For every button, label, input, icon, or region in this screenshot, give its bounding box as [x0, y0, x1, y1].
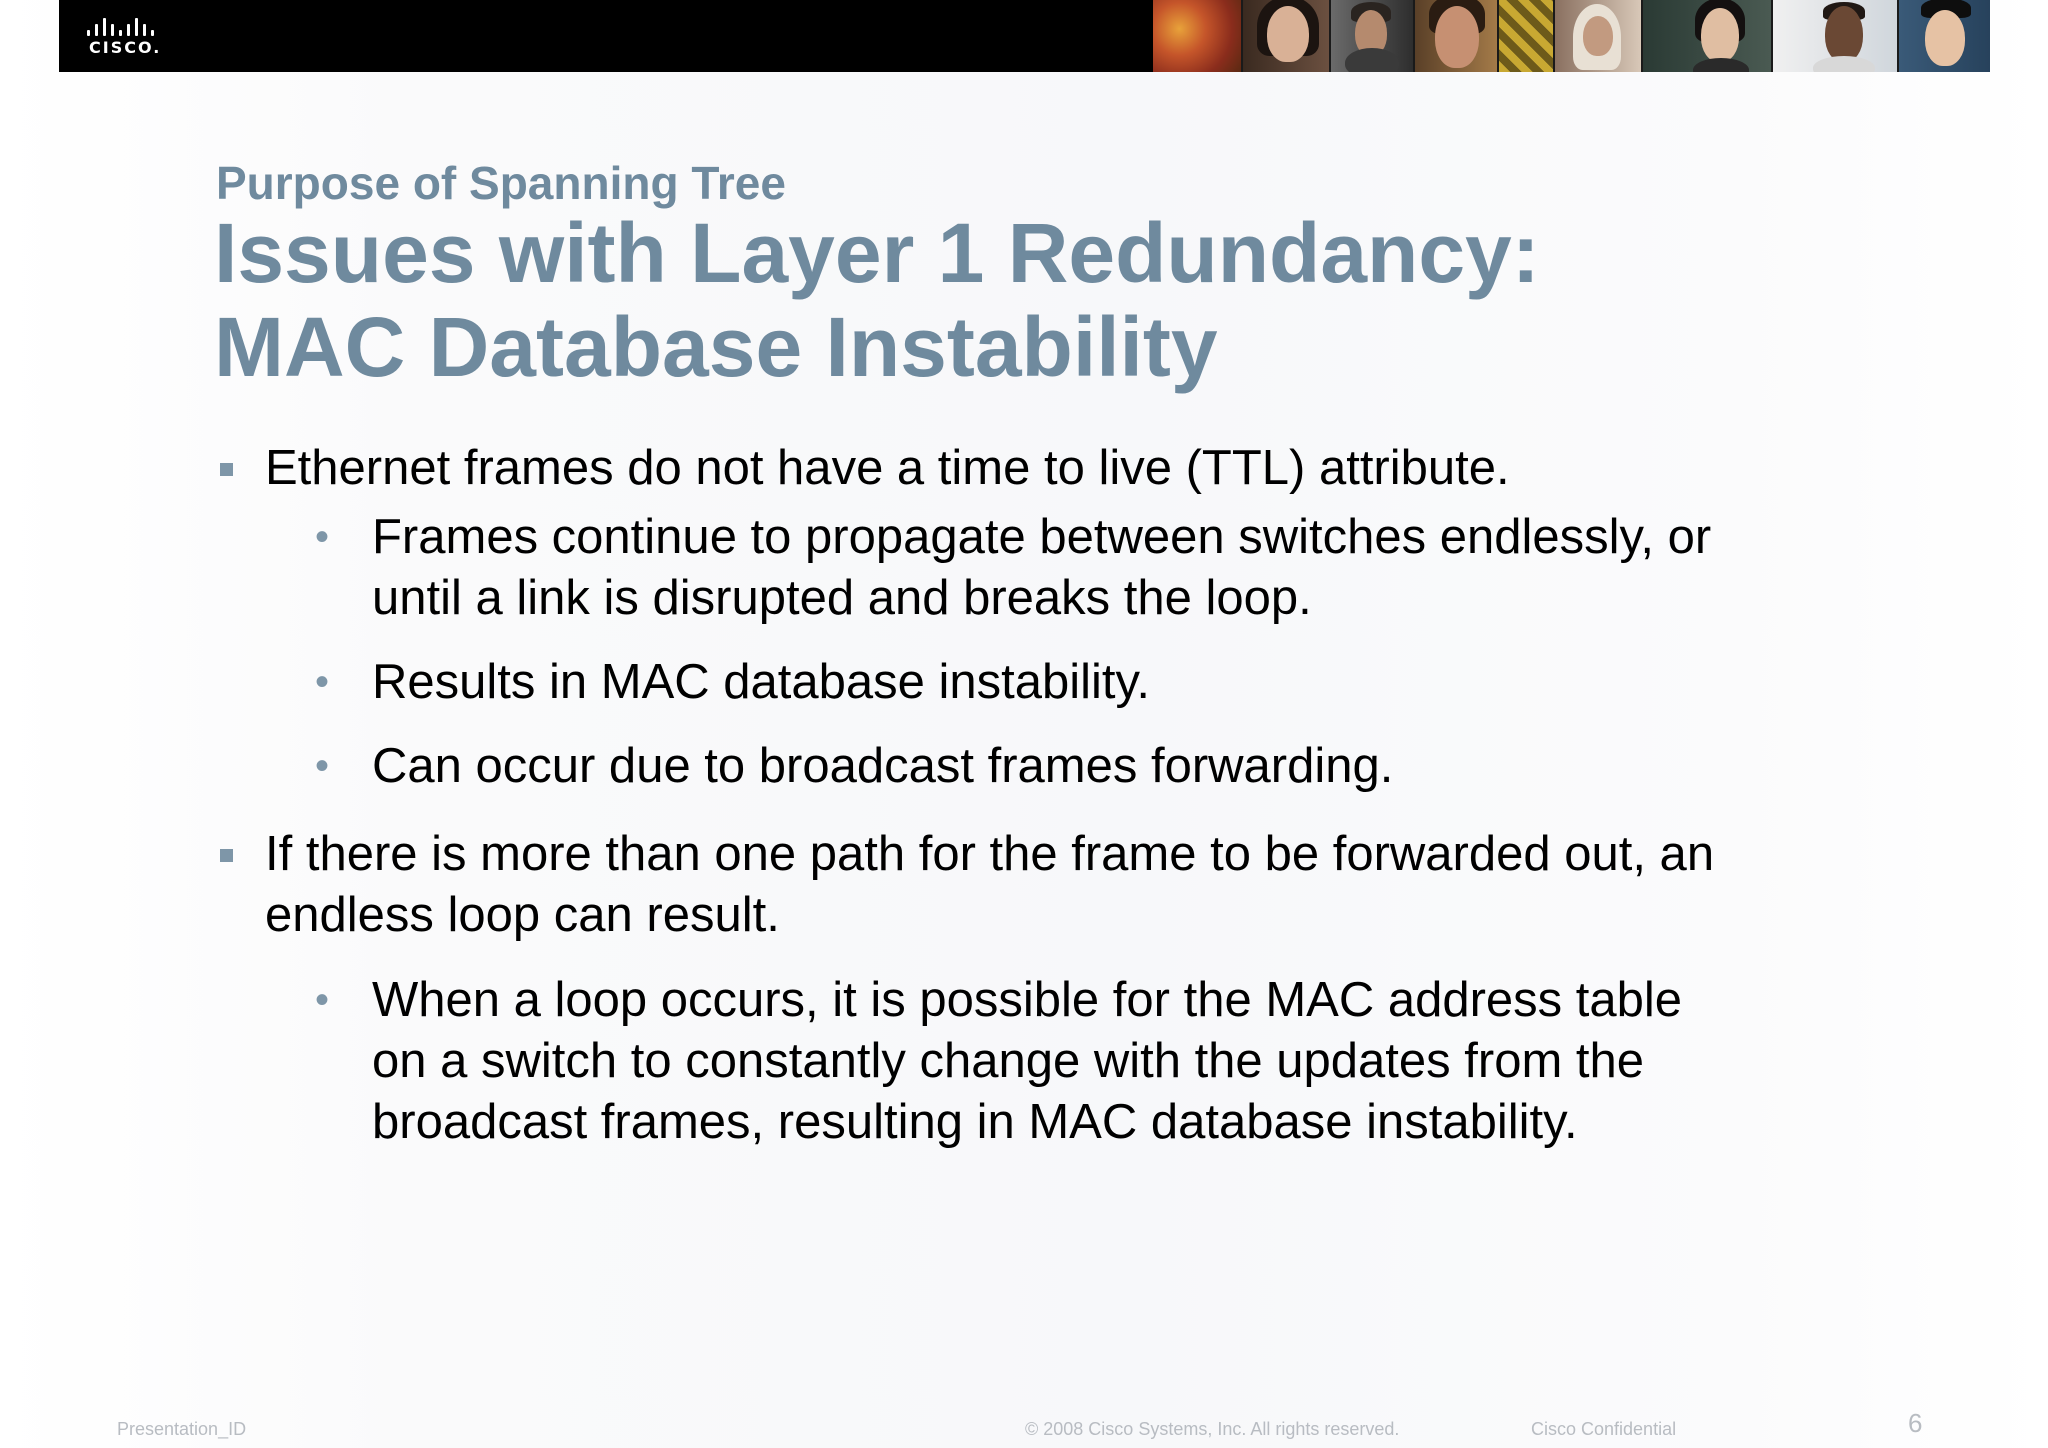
dot-bullet-icon: • — [315, 978, 330, 1022]
sub-bullet-1-3 — [214, 736, 1894, 797]
bullet-2 — [214, 824, 1894, 946]
sub-bullet-1-2-text: Results in MAC database instability. — [372, 655, 1150, 709]
photo-pattern — [1499, 0, 1555, 72]
photo-flowers — [1153, 0, 1243, 72]
sub-bullet-1-1-line-2: until a link is disrupted and breaks the loop. — [372, 571, 1312, 625]
photo-strip — [1153, 0, 1990, 72]
sub-bullet-2-1-line-1: When a loop occurs, it is possible for the MAC address table — [372, 973, 1683, 1027]
footer-copyright: © 2008 Cisco Systems, Inc. All rights reserved. — [1025, 1419, 1400, 1439]
bullet-2-line-2: endless loop can result. — [265, 888, 780, 942]
cisco-bars-icon — [87, 16, 167, 36]
photo-person-1 — [1243, 0, 1331, 72]
footer-confidential: Cisco Confidential — [1531, 1419, 1677, 1439]
sub-bullet-1-1-line-1: Frames continue to propagate between switches endlessly, or — [372, 510, 1712, 564]
dot-bullet-icon: • — [315, 660, 330, 704]
logo-wordmark: CISCO. — [89, 38, 162, 57]
header-banner — [59, 0, 1990, 72]
photo-person-3 — [1415, 0, 1499, 72]
sub-bullet-2-1 — [214, 970, 1894, 1153]
sub-bullet-1-2 — [214, 652, 1894, 713]
slide-title-line-1: Issues with Layer 1 Redundancy: — [214, 206, 1540, 300]
sub-bullet-2-1-line-3: broadcast frames, resulting in MAC database instability. — [372, 1095, 1578, 1149]
photo-person-5 — [1643, 0, 1773, 72]
section-subtitle: Purpose of Spanning Tree — [216, 157, 786, 209]
sub-bullet-1-3-text: Can occur due to broadcast frames forwarding. — [372, 739, 1394, 793]
photo-person-2 — [1331, 0, 1415, 72]
photo-person-7 — [1899, 0, 1990, 72]
photo-person-6 — [1773, 0, 1899, 72]
footer-presentation-id: Presentation_ID — [117, 1419, 247, 1439]
slide-title-line-2: MAC Database Instability — [214, 300, 1218, 394]
slide-content — [214, 438, 1894, 1176]
dot-bullet-icon: • — [315, 515, 330, 559]
photo-person-4 — [1555, 0, 1643, 72]
bullet-1 — [214, 438, 1894, 499]
cisco-logo — [85, 14, 175, 60]
square-bullet-icon — [220, 463, 233, 476]
page-number: 6 — [1908, 1408, 1923, 1438]
dot-bullet-icon: • — [315, 744, 330, 788]
sub-bullet-1-1 — [214, 507, 1894, 629]
slide-title — [214, 206, 1540, 394]
bullet-1-text: Ethernet frames do not have a time to live (TTL) attribute. — [265, 441, 1510, 495]
sub-bullet-2-1-line-2: on a switch to constantly change with the updates from the — [372, 1034, 1645, 1088]
square-bullet-icon — [220, 849, 233, 862]
bullet-2-line-1: If there is more than one path for the frame to be forwarded out, an — [265, 827, 1715, 881]
